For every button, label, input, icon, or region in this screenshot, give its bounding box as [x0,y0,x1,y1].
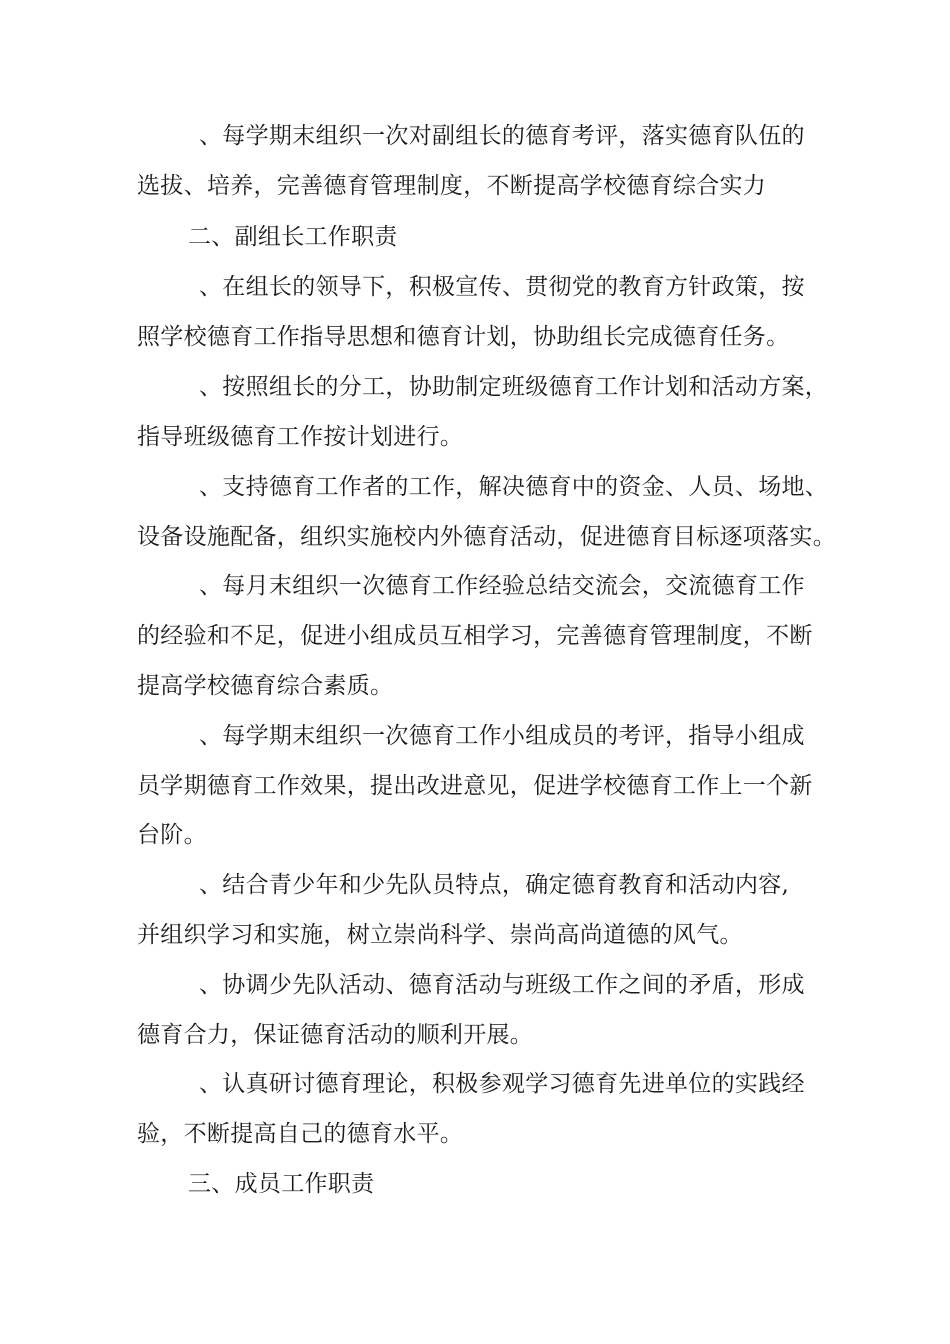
paragraph-line: 德育合力，保证德育活动的顺利开展。 [137,1022,534,1048]
paragraph-line: 照学校德育工作指导思想和德育计划，协助组长完成德育任务。 [137,324,790,350]
paragraph-line: 、在组长的领导下，积极宣传、贯彻党的教育方针政策，按 [199,274,805,300]
paragraph-line: 、每月末组织一次德育工作经验总结交流会，交流德育工作 [199,573,805,599]
paragraph-line: 、协调少先队活动、德育活动与班级工作之间的矛盾，形成 [199,972,805,998]
paragraph-line: 设备设施配备，组织实施校内外德育活动，促进德育目标逐项落实。 [137,524,836,550]
paragraph-line: 、支持德育工作者的工作，解决德育中的资金、人员、场地、 [199,474,829,500]
paragraph-line: 、每学期末组织一次对副组长的德育考评，落实德育队伍的 [199,123,805,149]
paragraph-line: 提高学校德育综合素质。 [137,673,394,699]
paragraph-line: 的经验和不足，促进小组成员互相学习，完善德育管理制度，不断 [137,623,813,649]
paragraph-line: 选拔、培养，完善德育管理制度，不断提高学校德育综合实力 [137,173,767,199]
paragraph-line: 指导班级德育工作按计划进行。 [137,424,464,450]
section-heading: 二、副组长工作职责 [188,224,398,250]
paragraph-line: 验，不断提高自己的德育水平。 [137,1121,464,1147]
paragraph-line: 并组织学习和实施，树立崇尚科学、崇尚高尚道德的风气。 [137,922,743,948]
paragraph-line: 、结合青少年和少先队员特点，确定德育教育和活动内容, [199,872,790,898]
paragraph-line: 、认真研讨德育理论，积极参观学习德育先进单位的实践经 [199,1071,805,1097]
paragraph-line: 台阶。 [137,822,207,848]
paragraph-line: 、按照组长的分工，协助制定班级德育工作计划和活动方案， [199,374,829,400]
paragraph-line: 、每学期末组织一次德育工作小组成员的考评，指导小组成 [199,723,805,749]
section-heading: 三、成员工作职责 [188,1171,375,1197]
paragraph-line: 员学期德育工作效果，提出改进意见，促进学校德育工作上一个新 [137,773,813,799]
